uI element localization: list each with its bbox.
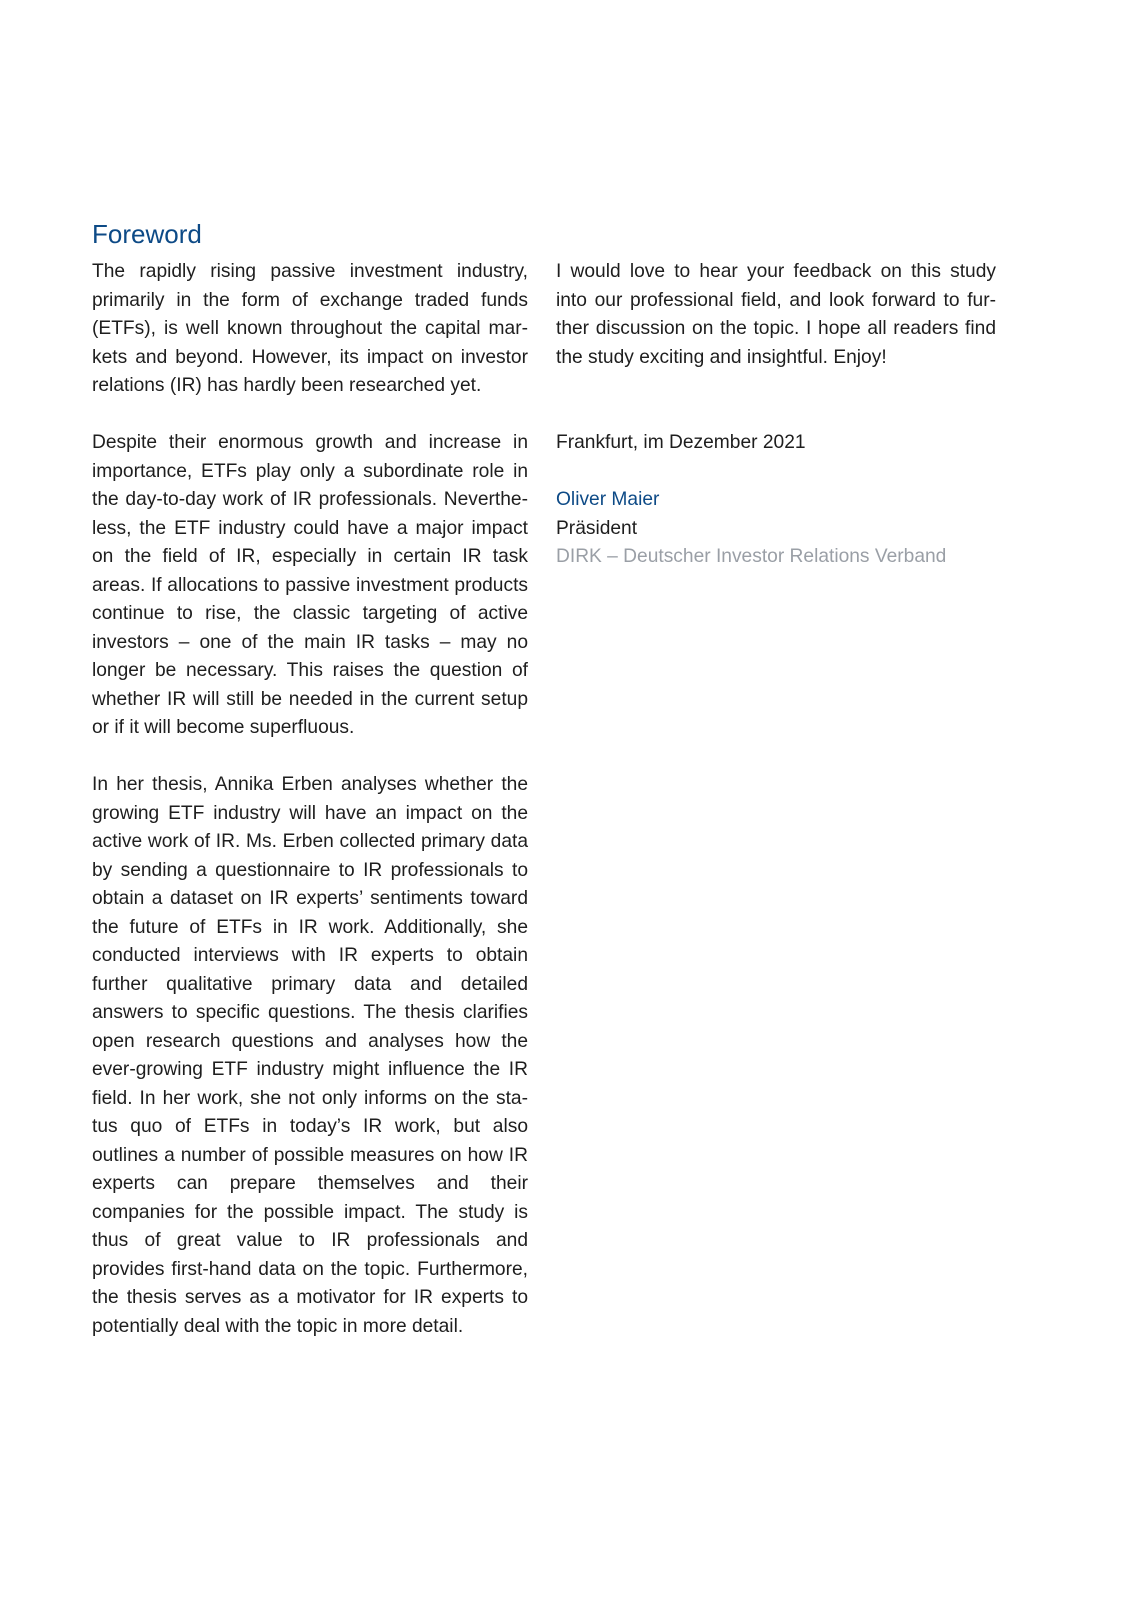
- body-paragraph-1: The rapidly rising passive investment industry, primarily in the form of exchange traded funds (ETFs), is well known throughout the capital markets and beyond. However, its impact on investor relations (IR) has hardly been researched yet.: [92, 261, 528, 396]
- place-and-date: Frankfurt, im Dezember 2021: [556, 432, 806, 453]
- signatory-organization: DIRK – Deutscher Investor Relations Verband: [556, 546, 947, 567]
- signatory-name: Oliver Maier: [556, 489, 660, 510]
- closing-paragraph: I would love to hear your feedback on this study into our professional field, and look forward to further discussion on the topic. I hope all readers find the study exciting and insightful. Enjoy!: [556, 261, 996, 368]
- right-column: [556, 258, 996, 572]
- page-title: Foreword: [92, 219, 202, 249]
- signatory-role: Präsident: [556, 517, 638, 539]
- signature-block: [556, 486, 996, 572]
- body-paragraph-2: Despite their enormous growth and increase in importance, ETFs play only a subordinate role in the day-to-day work of IR professionals. Nevertheless, the ETF industry could have a major impact on the field of IR, especially in certain IR task areas. If allocations to passive investment products continue to rise, the classic targeting of active investors – one of the main IR tasks – may no longer be necessary. This raises the question of whether IR will still be needed in the current setup or if it will become superfluous.: [92, 432, 528, 738]
- left-column: [92, 258, 528, 1370]
- body-paragraph-3: In her thesis, Annika Erben analyses whether the growing ETF industry will have an impact on the active work of IR. Ms. Erben collected primary data by sending a questionnaire to IR professionals to obtain a dataset on IR experts’ sentiments toward the future of ETFs in IR work. Additionally, she conducted interviews with IR experts to obtain further qualitative primary data and detailed answers to specific questions. The thesis clarifies open research questions and analyses how the ever-growing ETF industry might influence the IR field. In her work, she not only informs on the status quo of ETFs in today’s IR work, but also outlines a number of possible measures on how IR experts can prepare themselves and their companies for the possible impact. The study is thus of great value to IR professionals and provides first-hand data on the topic. Furthermore, the thesis serves as a motivator for IR experts to potentially deal with the topic in more detail.: [92, 774, 528, 1337]
